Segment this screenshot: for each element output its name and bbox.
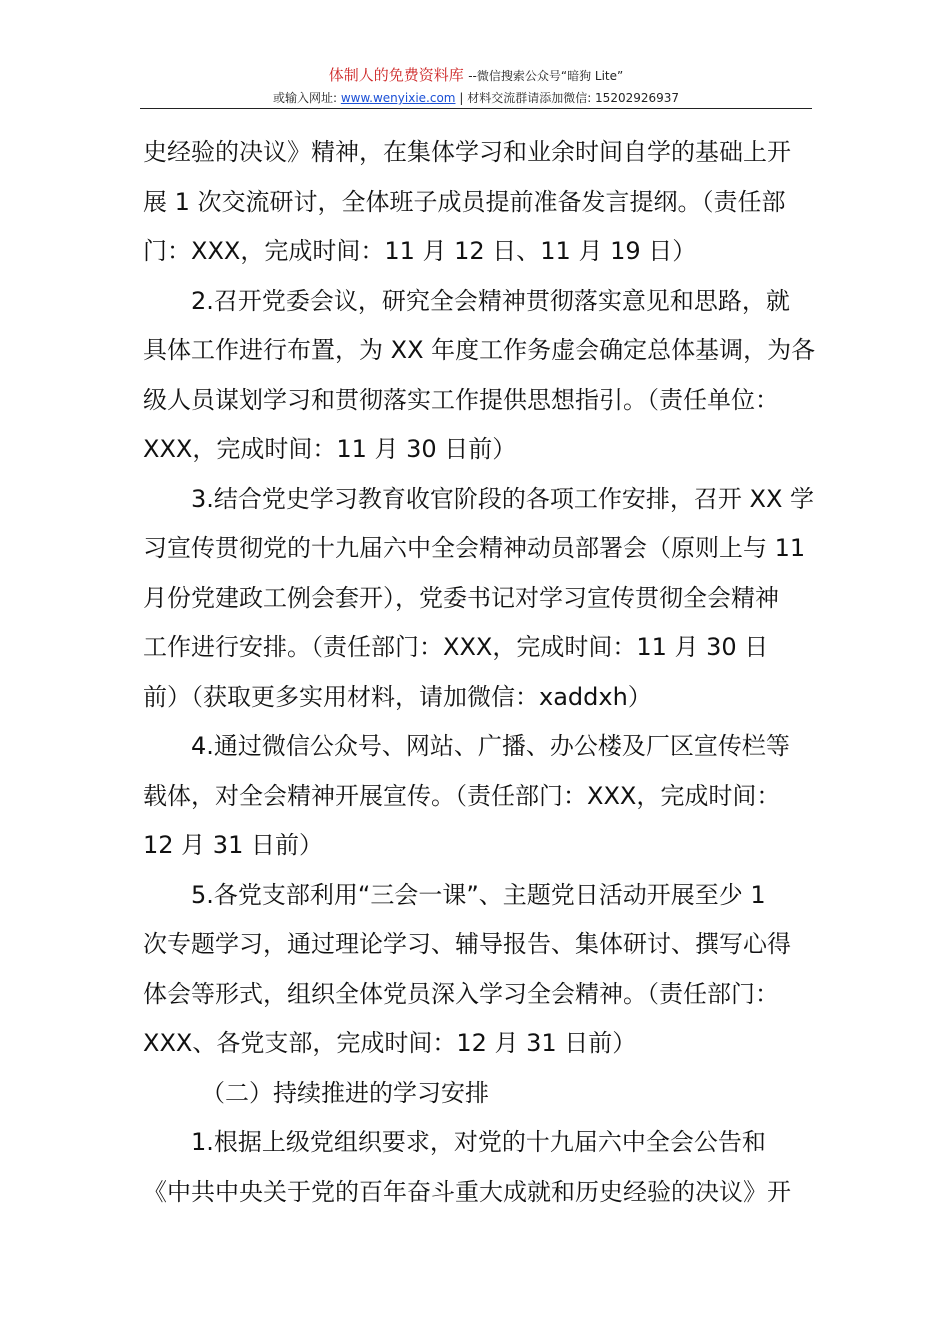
body-line: 12 月 31 日前） [143,831,323,859]
header-banner [140,66,812,85]
paragraph-start-line: 4.通过微信公众号、网站、广播、办公楼及厂区宣传栏等 [191,732,790,760]
paragraph-start-line: 3.结合党史学习教育收官阶段的各项工作安排，召开 XX 学 [191,484,815,513]
paragraph-start-line: 5.各党支部利用“三会一课”、主题党日活动开展至少 1 [191,880,766,909]
body-line: 月份党建政工例会套开），党委书记对学习宣传贯彻全会精神 [143,583,779,612]
body-line: 次专题学习，通过理论学习、辅导报告、集体研讨、撰写心得 [143,930,791,958]
document-body [143,128,816,1217]
body-line: 工作进行安排。（责任部门：XXX，完成时间：11 月 30 日 [143,633,769,661]
body-line: 级人员谋划学习和贯彻落实工作提供思想指引。（责任单位： [143,385,779,414]
header-contact-line [140,89,812,107]
body-line: 门：XXX，完成时间：11 月 12 日、11 月 19 日） [143,237,697,265]
section-heading: （二）持续推进的学习安排 [201,1078,489,1107]
body-line: 具体工作进行布置，为 XX 年度工作务虚会确定总体基调，为各 [143,336,816,364]
body-line: 体会等形式，组织全体党员深入学习全会精神。（责任部门： [143,979,779,1008]
contact-text: 材料交流群请添加微信: 15202926937 [467,91,680,105]
page-header [140,66,812,107]
paragraph-start-line: 2.召开党委会议，研究全会精神贯彻落实意见和思路，就 [191,286,790,315]
body-line: 习宣传贯彻党的十九届六中全会精神动员部署会（原则上与 11 [143,534,806,562]
header-divider [140,108,812,109]
brand-title: 体制人的免费资料库 [328,66,464,84]
body-line: XXX、各党支部，完成时间：12 月 31 日前） [143,1029,637,1057]
body-line: XXX，完成时间：11 月 30 日前） [143,435,517,463]
body-line: 载体，对全会精神开展宣传。（责任部门：XXX，完成时间： [143,781,781,810]
website-link[interactable]: www.wenyixie.com [340,91,456,105]
body-line: 《中共中央关于党的百年奋斗重大成就和历史经验的决议》开 [143,1177,791,1206]
url-prefix: 或输入网址: [272,91,337,105]
body-line: 展 1 次交流研讨，全体班子成员提前准备发言提纲。（责任部 [143,187,786,216]
header-slogan: --微信搜索公众号“暗狗 Lite” [468,69,624,83]
header-separator: | [459,91,464,105]
body-line: 史经验的决议》精神，在集体学习和业余时间自学的基础上开 [143,138,791,166]
body-line: 前）（获取更多实用材料，请加微信：xaddxh） [143,682,652,711]
paragraph-start-line: 1.根据上级党组织要求，对党的十九届六中全会公告和 [191,1128,766,1156]
